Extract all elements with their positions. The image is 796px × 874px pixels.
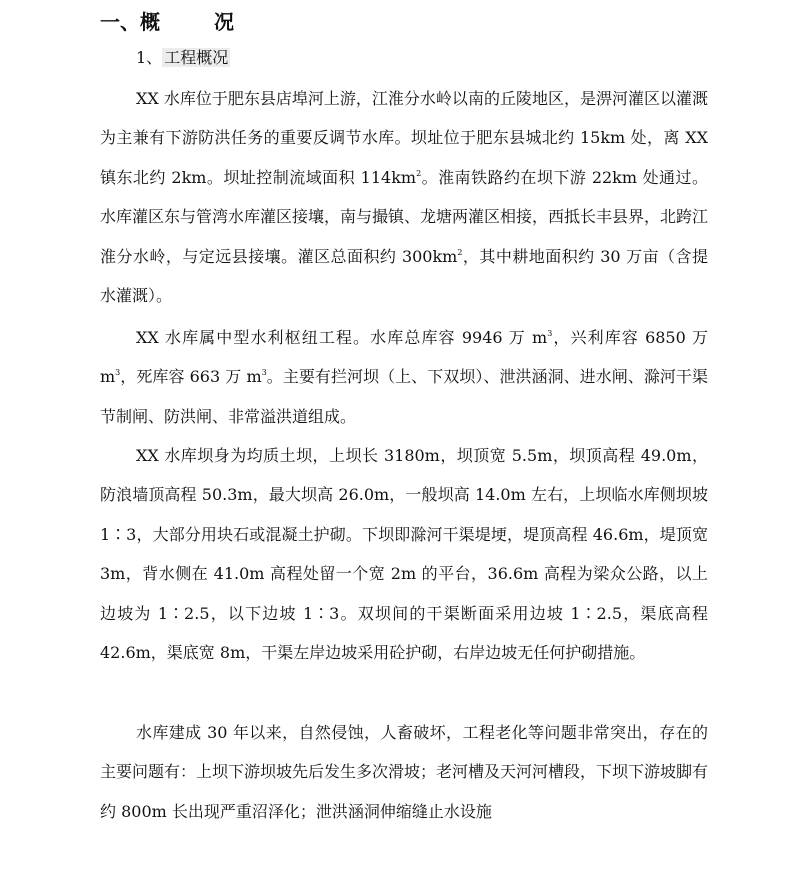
paragraph-capacity <box>100 318 708 436</box>
subsection-title: 工程概况 <box>164 48 229 67</box>
superscript: 3 <box>547 329 553 338</box>
p2-text-a: XX 水库属中型水利枢纽工程。水库总库容 9946 万 m <box>136 328 548 347</box>
superscript: 3 <box>115 368 121 378</box>
p1-text-c: ，其中耕地面积约 30 万亩（含提水灌溉）。 <box>100 246 708 306</box>
superscript: 2 <box>457 247 463 257</box>
subsection-heading <box>136 44 230 72</box>
paragraph-overview <box>100 79 708 315</box>
subsection-number: 1、 <box>136 48 163 67</box>
superscript: 2 <box>416 168 422 178</box>
p2-text-b: ，兴利库容 6850 万 m <box>100 328 708 387</box>
p2-text-d: 。主要有拦河坝（上、下双坝）、泄洪涵洞、进水闸、滁河干渠节制闸、防洪闸、非常溢洪道组成。 <box>100 367 708 426</box>
heading-prefix: 一、概 <box>100 10 160 34</box>
paragraph-problems: 水库建成 30 年以来，自然侵蚀，人畜破坏，工程老化等问题非常突出，存在的主要问题有：上坝下游坝坡先后发生多次滑坡；老河槽及天河河槽段，下坝下游坡脚有约 800m 长出现严重沼泽化；泄洪涵洞伸缩缝止水设施 <box>100 723 709 821</box>
section-heading <box>100 6 234 35</box>
p2-text-c: ，死库容 663 万 m <box>120 367 262 387</box>
heading-suffix: 况 <box>214 10 234 34</box>
superscript: 3 <box>261 368 267 378</box>
p1-text-a: XX 水库位于肥东县店埠河上游，江淮分水岭以南的丘陵地区，是淠河灌区以灌溉为主兼有下游防洪任务的重要反调节水库。坝址位于肥东县城北约 15km 处，离 XX 镇东北约 2km。坝址控制流域面积 114km <box>100 89 708 187</box>
p1-text-b: 。淮南铁路约在坝下游 22km 处通过。水库灌区东与管湾水库灌区接壤，南与撮镇、龙塘两灌区相接，西抵长丰县界，北跨江淮分水岭，与定远县接壤。灌区总面积约 300km <box>100 167 709 266</box>
paragraph-dam: XX 水库坝身为均质土坝，上坝长 3180m，坝顶宽 5.5m，坝顶高程 49.0m，防浪墙顶高程 50.3m，最大坝高 26.0m，一般坝高 14.0m 左右，上坝临水库侧坝坡 1∶3，大部分用块石或混凝土护砌。下坝即滁河干渠堤埂，堤顶高程 46.6m，堤顶宽 3m，背水侧在 41.0m 高程处留一个宽 2m 的平台，36.6m 高程为梁众公路，以上边坡为 1∶2.5，以下边坡 1∶3。双坝间的干渠断面采用边坡 1∶2.5，渠底高程 42.6m，渠底宽 8m，干渠左岸边坡采用砼护砌，右岸边坡无任何护砌措施。 <box>100 446 708 663</box>
